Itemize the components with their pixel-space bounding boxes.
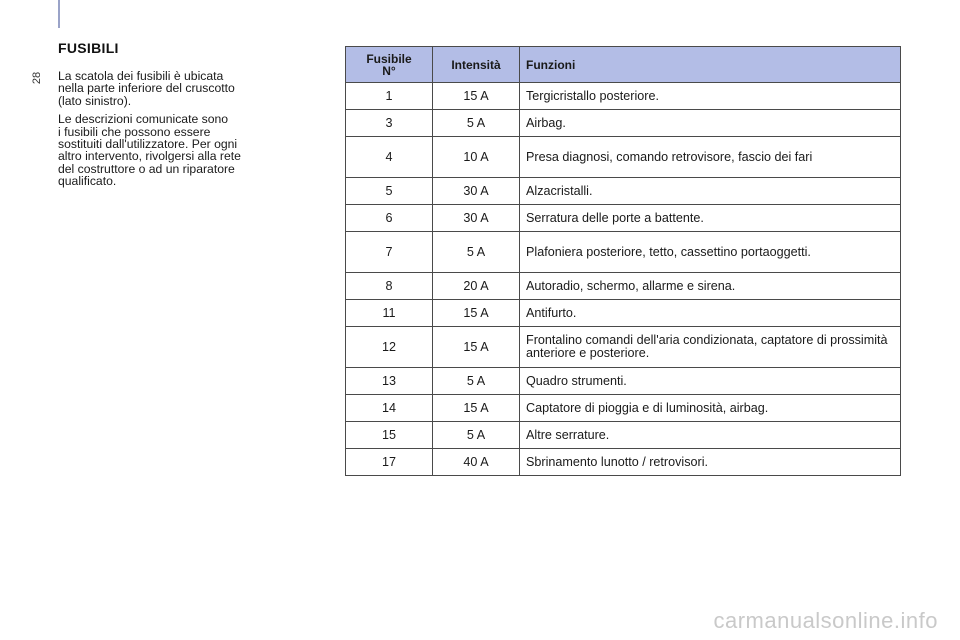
function-cell: Sbrinamento lunotto / retrovisori. [520,449,901,476]
intensity-cell: 15 A [433,395,520,422]
function-cell: Altre serrature. [520,422,901,449]
intensity-cell: 15 A [433,83,520,110]
function-cell: Presa diagnosi, comando retrovisore, fascio dei fari [520,137,901,178]
fuse-table-header-row [346,47,901,83]
table-row [346,137,901,178]
fuse-number-cell: 13 [346,368,433,395]
intensity-cell: 10 A [433,137,520,178]
section-title: FUSIBILI [58,40,119,56]
fuse-number-cell: 5 [346,178,433,205]
intro-paragraph-location: La scatola dei fusibili è ubicata nella parte inferiore del cruscotto (lato sinistro). [58,69,235,108]
function-cell: Quadro strumenti. [520,368,901,395]
intensity-cell: 40 A [433,449,520,476]
function-cell: Frontalino comandi dell'aria condizionata, captatore di prossimità anteriore e posteriore. [520,327,901,368]
function-cell: Serratura delle porte a battente. [520,205,901,232]
intensity-cell: 30 A [433,178,520,205]
table-row [346,368,901,395]
watermark: carmanualsonline.info [713,608,938,633]
function-cell: Plafoniera posteriore, tetto, cassettino portaoggetti. [520,232,901,273]
table-row [346,273,901,300]
table-row [346,449,901,476]
fuse-number-cell: 6 [346,205,433,232]
table-row [346,327,901,368]
intensity-cell: 15 A [433,327,520,368]
table-row [346,300,901,327]
fuse-number-cell: 3 [346,110,433,137]
intro-paragraph-notice: Le descrizioni comunicate sono i fusibili che possono essere sostituiti dall'utilizzatore. Per ogni altro intervento, rivolgersi alla rete del costruttore o ad un riparatore qualificato. [58,112,241,189]
fuse-number-cell: 7 [346,232,433,273]
fuse-number-cell: 4 [346,137,433,178]
table-row [346,205,901,232]
intensity-cell: 15 A [433,300,520,327]
fuse-table [345,46,901,476]
table-row [346,395,901,422]
fuse-number-cell: 8 [346,273,433,300]
intro-column [58,40,298,194]
table-row [346,83,901,110]
header-intensity: Intensità [433,47,520,83]
table-row [346,178,901,205]
page-number: 28 [31,71,43,85]
intensity-cell: 5 A [433,110,520,137]
function-cell: Autoradio, schermo, allarme e sirena. [520,273,901,300]
fuse-number-cell: 14 [346,395,433,422]
intensity-cell: 5 A [433,422,520,449]
intensity-cell: 5 A [433,232,520,273]
header-functions: Funzioni [520,47,901,83]
header-fuse-number: Fusibile N° [346,47,433,83]
fuse-number-cell: 1 [346,83,433,110]
function-cell: Airbag. [520,110,901,137]
fuse-number-cell: 11 [346,300,433,327]
page-rule [58,0,60,28]
table-row [346,232,901,273]
intensity-cell: 30 A [433,205,520,232]
function-cell: Alzacristalli. [520,178,901,205]
intensity-cell: 20 A [433,273,520,300]
function-cell: Captatore di pioggia e di luminosità, airbag. [520,395,901,422]
function-cell: Tergicristallo posteriore. [520,83,901,110]
table-row [346,110,901,137]
fuse-number-cell: 15 [346,422,433,449]
intensity-cell: 5 A [433,368,520,395]
table-row [346,422,901,449]
fuse-number-cell: 12 [346,327,433,368]
fuse-number-cell: 17 [346,449,433,476]
function-cell: Antifurto. [520,300,901,327]
